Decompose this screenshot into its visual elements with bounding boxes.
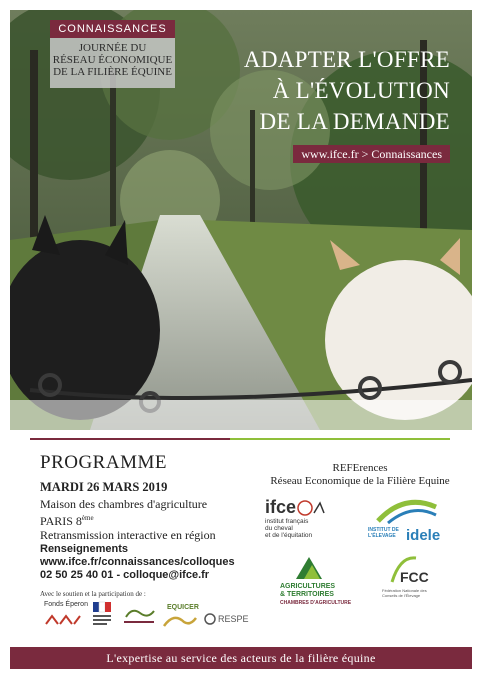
contact-phone-email[interactable]: 02 50 25 40 01 - colloque@ifce.fr [40, 569, 210, 581]
ifce-logo-row [265, 497, 355, 518]
divider-brand [30, 438, 230, 440]
event-date: MARDI 26 MARS 2019 [40, 480, 168, 494]
idele-wordmark: idele [406, 527, 441, 544]
idele-subtitle: INSTITUT DE L'ÉLEVAGE [368, 527, 399, 539]
ifce-emblem-icon [296, 499, 326, 517]
ifce-sub-line: du cheval [265, 525, 293, 532]
venue-city-suffix: ème [81, 514, 94, 522]
idele-logo [368, 497, 443, 547]
support-text: Avec le soutien et la participation de : [40, 590, 146, 598]
fcc-logo [382, 552, 442, 607]
equicer-label: EQUICER [167, 604, 199, 611]
fonds-eperon-label: Fonds Éperon [44, 601, 88, 608]
ifce-logo [265, 497, 355, 545]
ifce-sub-line: institut français [265, 518, 309, 525]
chambres-agriculture-logo [280, 555, 360, 605]
contact-url[interactable]: www.ifce.fr/connaissances/colloques [40, 556, 235, 568]
references-title: REFErences [332, 462, 388, 474]
references-block [250, 462, 470, 488]
programme-title: PROGRAMME [40, 452, 167, 473]
contact-title: Renseignements [40, 543, 129, 555]
venue-name: Maison des chambres d'agriculture [40, 497, 208, 511]
headline-line: DE LA DEMANDE [259, 109, 450, 134]
respe-label: RESPE [218, 614, 249, 624]
ifce-subtitle [265, 518, 355, 539]
fcc-wordmark: FCC [400, 569, 429, 585]
event-subtitle-line: JOURNÉE DU [78, 42, 147, 54]
event-subtitle-line: DE LA FILIÈRE ÉQUINE [53, 66, 172, 78]
fonds-eperon-logo [44, 612, 84, 628]
venue-city [40, 511, 216, 528]
divider-green [230, 438, 450, 440]
fcc-emblem-icon [386, 552, 436, 588]
agri-small-line: CHAMBRES D'AGRICULTURE [280, 600, 352, 606]
headline [170, 44, 450, 137]
headline-line: ADAPTER L'OFFRE [243, 47, 450, 72]
venue [40, 497, 216, 542]
respe-icon [203, 612, 217, 626]
ifce-wordmark: ifce [265, 497, 297, 517]
hero-photo [10, 10, 472, 430]
footer-banner: L'expertise au service des acteurs de la filière équine [10, 647, 472, 669]
fcc-subtitle: Fédération Nationale des Conseils de l'Élevage [382, 588, 427, 598]
headline-line: À L'ÉVOLUTION [272, 78, 450, 103]
event-subtitle-line: RÉSEAU ÉCONOMIQUE [52, 54, 173, 66]
equicer-logo [160, 612, 200, 630]
website-link[interactable]: www.ifce.fr > Connaissances [293, 145, 450, 163]
agri-mark-icon [294, 555, 324, 581]
idele-swoosh-icon [374, 497, 440, 527]
venue-city-name: PARIS 8 [40, 514, 82, 528]
ministry-logo [90, 600, 116, 630]
agri-text [280, 583, 360, 607]
ifce-sub-line: et de l'équitation [265, 532, 313, 539]
agri-line: AGRICULTURES [280, 583, 336, 590]
references-subtitle: Réseau Economique de la Filière Equine [270, 475, 450, 487]
contact-info [40, 543, 235, 582]
agri-line: & TERRITOIRES [280, 591, 334, 598]
event-subtitle [50, 38, 175, 88]
venue-broadcast: Retransmission interactive en région [40, 528, 216, 542]
region-logo [122, 603, 156, 627]
category-badge: CONNAISSANCES [50, 20, 175, 38]
